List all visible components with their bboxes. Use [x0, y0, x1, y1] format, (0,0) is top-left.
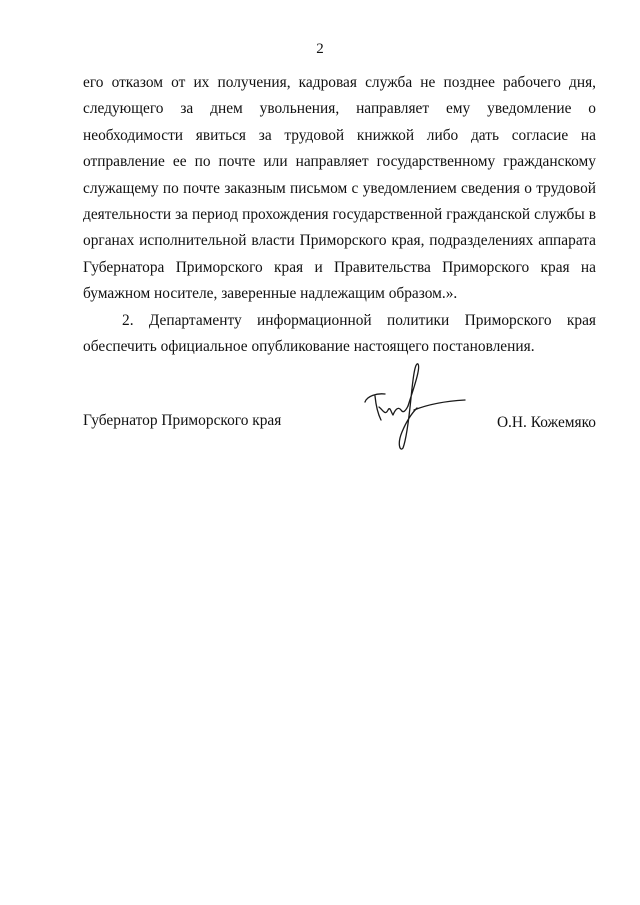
- page-number: 2: [316, 41, 324, 57]
- document-body: [83, 70, 596, 360]
- signer-title: Губернатор Приморского края: [83, 412, 282, 429]
- paragraph-continuation: его отказом от их получения, кадровая служба не позднее рабочего дня, следующего за днем увольнения, направляет ему уведомление о необходимости явиться за трудовой книжкой либо дать согласие на отправление ее по почте или направляет государственному гражданскому служащему по почте заказным письмом с уведомлением сведения о трудовой деятельности за период прохождения государственной гражданской службы в органах исполнительной власти Приморского края, подразделениях аппарата Губернатора Приморского края и Правительства Приморского края на бумажном носителе, заверенные надлежащим образом.».: [83, 74, 596, 303]
- signature-block: [83, 400, 596, 460]
- handwritten-signature-icon: [361, 360, 471, 455]
- signer-name: О.Н. Кожемяко: [496, 414, 596, 431]
- paragraph-item-2: 2. Департаменту информационной политики Приморского края обеспечить официальное опубликование настоящего постановления.: [83, 311, 596, 356]
